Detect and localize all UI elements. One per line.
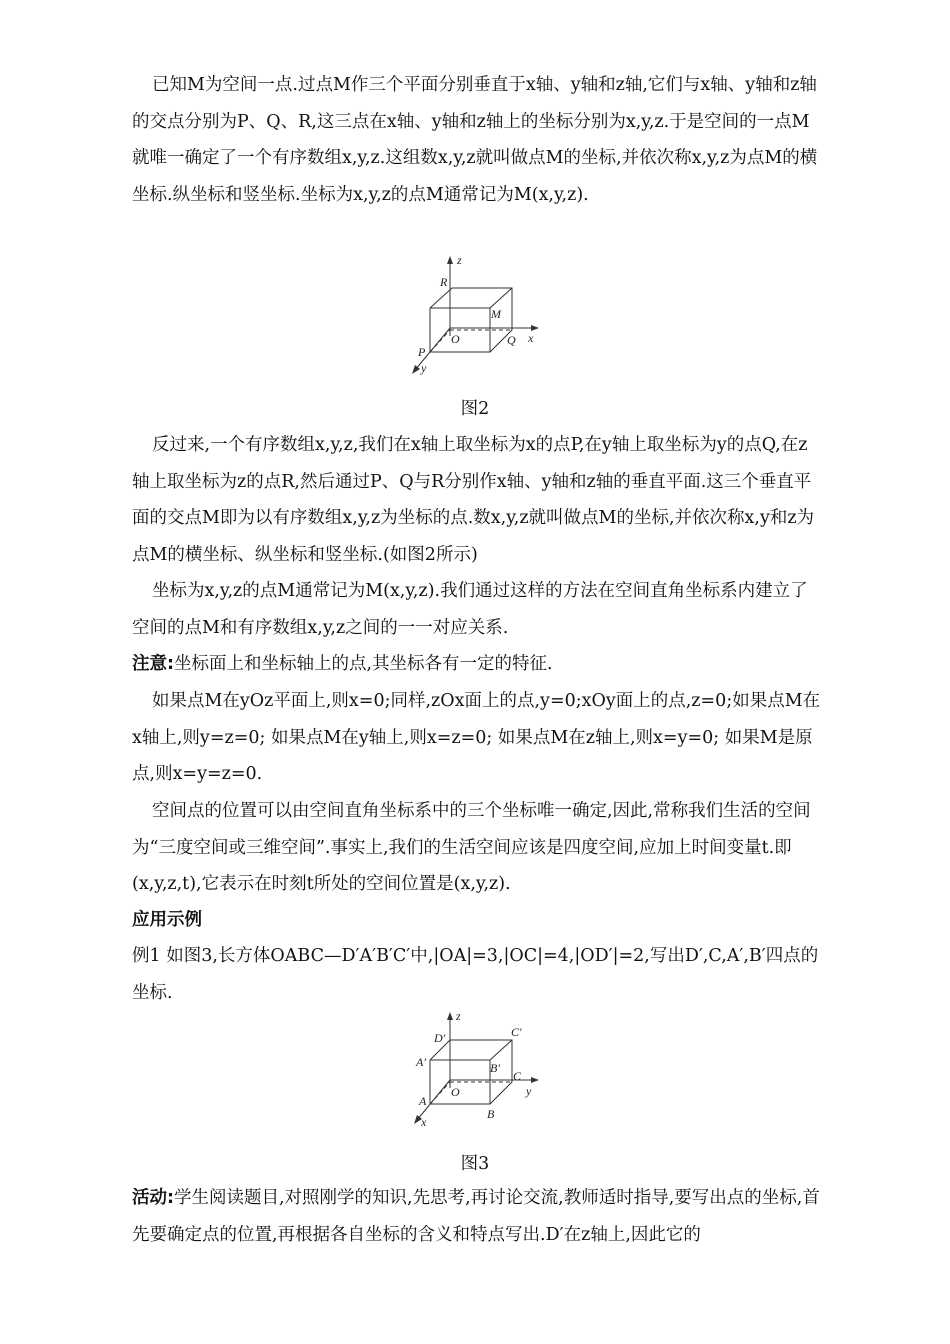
paragraph-correspondence: 坐标为x,y,z的点M通常记为M(x,y,z).我们通过这样的方法在空间直角坐标系内建立了空间的点M和有序数组x,y,z之间的一一对应关系. <box>132 581 808 638</box>
box-edge <box>490 1040 512 1060</box>
paragraph-space: 空间点的位置可以由空间直角坐标系中的三个坐标唯一确定,因此,常称我们生活的空间为“三度空间或三维空间”.事实上,我们的生活空间应该是四度空间,应加上时间变量t.即(x,y,z,t),它表示在时刻t所处的空间位置是(x,y,z). <box>132 801 811 895</box>
label-B-prime: B′ <box>490 1061 500 1075</box>
label-y: y <box>421 361 427 375</box>
z-axis-arrow <box>447 256 453 264</box>
paragraph-note: 注意:坐标面上和坐标轴上的点,其坐标各有一定的特征. <box>132 654 553 674</box>
label-B: B <box>487 1107 495 1121</box>
label-y: y <box>526 1084 532 1098</box>
label-A: A <box>419 1094 427 1108</box>
label-D-prime: D′ <box>434 1031 446 1045</box>
figure-2-diagram <box>405 252 555 378</box>
paragraph-example-1: 例1 如图3,长方体OABC—D′A′B′C′中,|OA|=3,|OC|=4,|OD′|=2,写出D′,C,A′,B′四点的坐标. <box>132 946 819 1003</box>
label-Q: Q <box>507 333 516 347</box>
y-axis-arrow <box>531 1077 539 1083</box>
label-P: P <box>418 345 426 359</box>
label-O: O <box>451 332 460 346</box>
label-z: z <box>457 253 462 267</box>
section-heading: 应用示例 <box>132 910 202 930</box>
label-x: x <box>421 1115 427 1129</box>
label-M: M <box>491 307 501 321</box>
label-O: O <box>451 1085 460 1099</box>
box-edge <box>490 288 512 308</box>
paragraph-definition: 已知M为空间一点.过点M作三个平面分别垂直于x轴、y轴和z轴,它们与x轴、y轴和z轴的交点分别为P、Q、R,这三点在x轴、y轴和z轴上的坐标分别为x,y,z.于是空间的一点M就唯一确定了一个有序数组x,y,z.这组数x,y,z就叫做点M的坐标,并依次称x,y,z为点M的横坐标.纵坐标和竖坐标.坐标为x,y,z的点M通常记为M(x,y,z). <box>132 75 818 206</box>
y-axis-arrow <box>412 365 420 374</box>
figure-3-caption: 图3 <box>460 1154 490 1174</box>
paragraph-reverse: 反过来,一个有序数组x,y,z,我们在x轴上取坐标为x的点P,在y轴上取坐标为y的点Q,在z轴上取坐标为z的点R,然后通过P、Q与R分别作x轴、y轴和z轴的垂直平面.这三个垂直平面的交点M即为以有序数组x,y,z为坐标的点.数x,y,z就叫做点M的坐标,并依次称x,y和z为点M的横坐标、纵坐标和竖坐标.(如图2所示) <box>132 435 815 566</box>
label-A-prime: A′ <box>416 1055 426 1069</box>
label-z: z <box>456 1009 461 1023</box>
figure-3-diagram <box>405 1008 555 1130</box>
label-C-prime: C′ <box>511 1025 522 1039</box>
figure-2-caption: 图2 <box>460 399 490 419</box>
label-C: C <box>513 1069 522 1083</box>
z-axis-arrow <box>447 1012 453 1020</box>
label-x: x <box>528 331 534 345</box>
paragraph-activity: 活动:学生阅读题目,对照刚学的知识,先思考,再讨论交流,教师适时指导,要写出点的坐标,首先要确定点的位置,再根据各自坐标的含义和特点写出.D′在z轴上,因此它的 <box>132 1188 820 1245</box>
paragraph-special-points: 如果点M在yOz平面上,则x=0;同样,zOx面上的点,y=0;xOy面上的点,z=0;如果点M在x轴上,则y=z=0; 如果点M在y轴上,则x=z=0; 如果点M在z轴上,则x=y=0; 如果M是原点,则x=y=z=0. <box>132 691 821 785</box>
label-R: R <box>440 275 448 289</box>
